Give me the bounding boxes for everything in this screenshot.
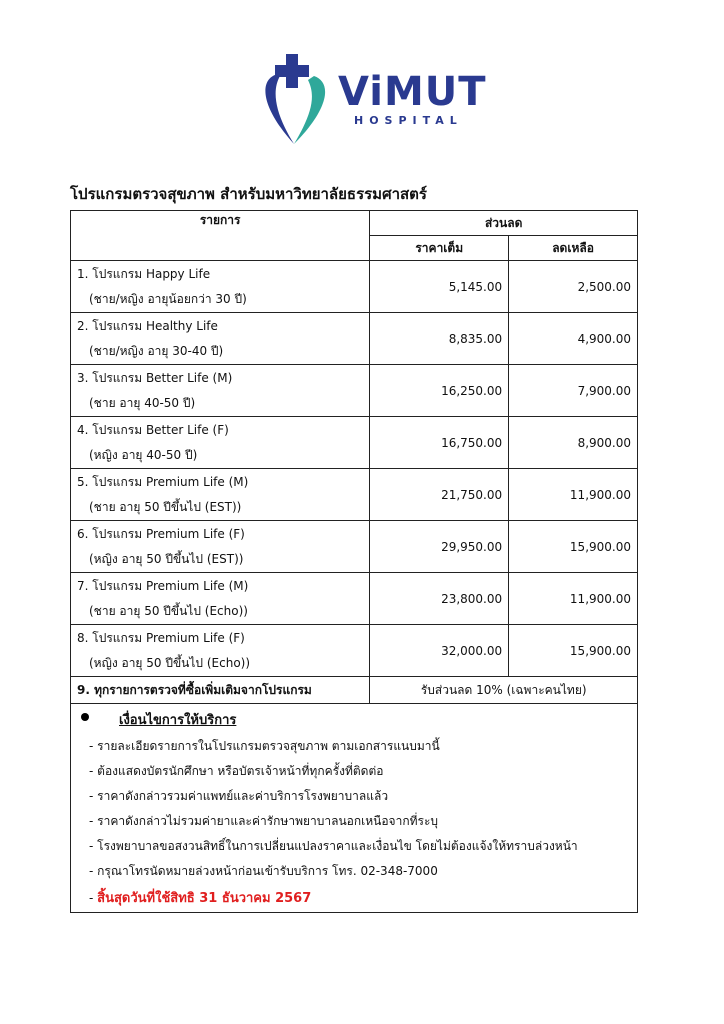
additional-label: 9. ทุกรายการตรวจที่ซื้อเพิ่มเติมจากโปรแกรม — [71, 677, 370, 704]
header-discount: ส่วนลด — [370, 211, 638, 236]
expiry-text: สิ้นสุดวันที่ใช้สิทธิ 31 ธันวาคม 2567 — [97, 891, 312, 906]
table-row — [71, 469, 638, 521]
condition-item: - ราคาดังกล่าวไม่รวมค่ายาและค่ารักษาพยาบาลนอกเหนือจากที่ระบุ — [89, 814, 439, 828]
program-name: 5. โปรแกรม Premium Life (M) — [77, 474, 249, 489]
program-eligibility: (ชาย/หญิง อายุน้อยกว่า 30 ปี) — [89, 291, 247, 306]
condition-item: - ราคาดังกล่าวรวมค่าแพทย์และค่าบริการโรงพยาบาลแล้ว — [89, 789, 389, 803]
full-price: 5,145.00 — [370, 261, 509, 313]
full-price: 29,950.00 — [370, 521, 509, 573]
program-eligibility: (หญิง อายุ 50 ปีขึ้นไป (Echo)) — [89, 655, 251, 670]
program-name: 4. โปรแกรม Better Life (F) — [77, 422, 229, 437]
program-eligibility: (ชาย อายุ 50 ปีขึ้นไป (Echo)) — [89, 603, 248, 618]
condition-expiry — [89, 887, 311, 908]
program-eligibility: (ชาย/หญิง อายุ 30-40 ปี) — [89, 343, 224, 358]
table-row — [71, 521, 638, 573]
additional-discount: รับส่วนลด 10% (เฉพาะคนไทย) — [370, 677, 638, 704]
condition-item: - รายละเอียดรายการในโปรแกรมตรวจสุขภาพ ตามเอกสารแนบมานี้ — [89, 739, 440, 753]
table-row-additional — [71, 677, 638, 704]
heart-cross-icon — [256, 52, 336, 148]
net-price: 11,900.00 — [509, 469, 638, 521]
condition-item: - กรุณาโทรนัดหมายล่วงหน้าก่อนเข้ารับบริการ โทร. 02-348-7000 — [89, 864, 438, 878]
table-row — [71, 261, 638, 313]
condition-item: - ต้องแสดงบัตรนักศึกษา หรือบัตรเจ้าหน้าที่ทุกครั้งที่ติดต่อ — [89, 764, 384, 778]
program-name: 3. โปรแกรม Better Life (M) — [77, 370, 233, 385]
net-price: 4,900.00 — [509, 313, 638, 365]
full-price: 21,750.00 — [370, 469, 509, 521]
conditions-box — [70, 703, 638, 913]
brand-subtitle: HOSPITAL — [354, 114, 463, 127]
full-price: 16,750.00 — [370, 417, 509, 469]
table-row — [71, 417, 638, 469]
net-price: 7,900.00 — [509, 365, 638, 417]
header-item: รายการ — [71, 211, 370, 261]
bullet-icon — [81, 713, 89, 721]
net-price: 15,900.00 — [509, 625, 638, 677]
net-price: 15,900.00 — [509, 521, 638, 573]
net-price: 11,900.00 — [509, 573, 638, 625]
full-price: 23,800.00 — [370, 573, 509, 625]
header-full-price: ราคาเต็ม — [370, 236, 509, 261]
program-name: 1. โปรแกรม Happy Life — [77, 266, 211, 281]
program-eligibility: (ชาย อายุ 50 ปีขึ้นไป (EST)) — [89, 499, 242, 514]
page-title: โปรแกรมตรวจสุขภาพ สำหรับมหาวิทยาลัยธรรมศาสตร์ — [70, 185, 427, 203]
full-price: 32,000.00 — [370, 625, 509, 677]
condition-item: - โรงพยาบาลขอสงวนสิทธิ์ในการเปลี่ยนแปลงราคาและเงื่อนไข โดยไม่ต้องแจ้งให้ทราบล่วงหน้า — [89, 839, 578, 853]
condition-dash: - — [89, 891, 94, 905]
table-row — [71, 313, 638, 365]
full-price: 8,835.00 — [370, 313, 509, 365]
net-price: 8,900.00 — [509, 417, 638, 469]
program-eligibility: (หญิง อายุ 40-50 ปี) — [89, 447, 198, 462]
program-name: 7. โปรแกรม Premium Life (M) — [77, 578, 249, 593]
header-net-price: ลดเหลือ — [509, 236, 638, 261]
vimut-logo — [256, 52, 487, 148]
program-eligibility: (ชาย อายุ 40-50 ปี) — [89, 395, 196, 410]
table-row — [71, 365, 638, 417]
net-price: 2,500.00 — [509, 261, 638, 313]
brand-name: ViMUT — [338, 69, 487, 115]
table-row — [71, 573, 638, 625]
program-name: 6. โปรแกรม Premium Life (F) — [77, 526, 245, 541]
full-price: 16,250.00 — [370, 365, 509, 417]
conditions-heading: เงื่อนไขการให้บริการ — [119, 713, 237, 728]
table-row — [71, 625, 638, 677]
price-table — [70, 210, 638, 704]
program-name: 8. โปรแกรม Premium Life (F) — [77, 630, 245, 645]
program-name: 2. โปรแกรม Healthy Life — [77, 318, 218, 333]
program-eligibility: (หญิง อายุ 50 ปีขึ้นไป (EST)) — [89, 551, 244, 566]
